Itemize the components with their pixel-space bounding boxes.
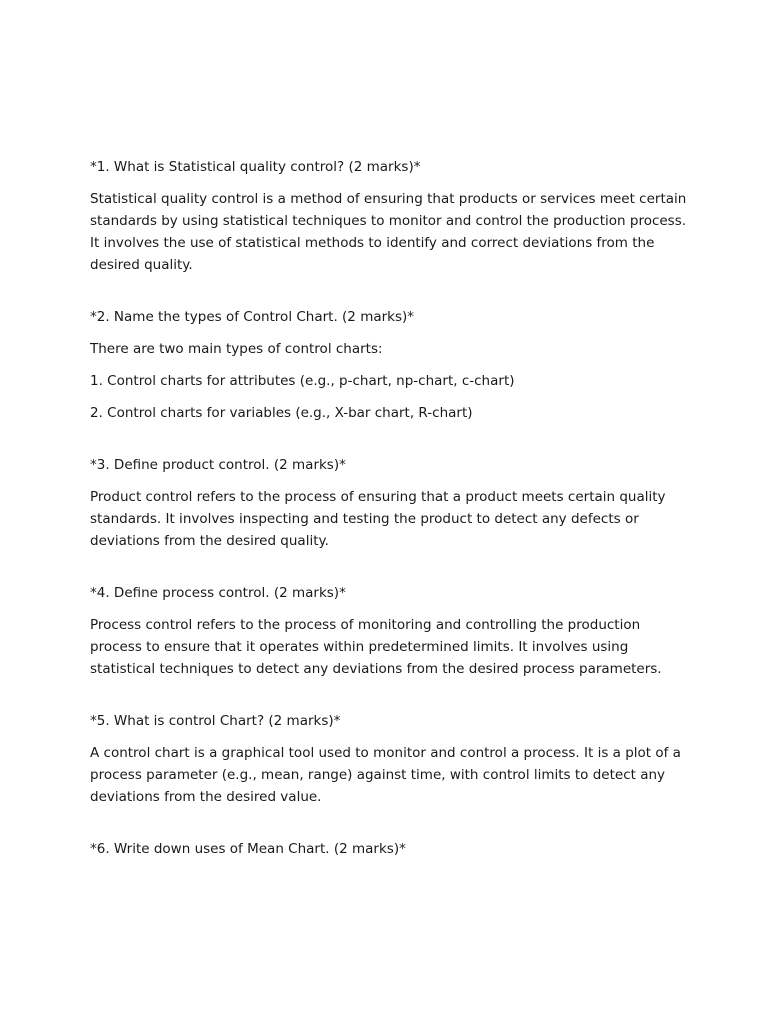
question-heading: *5. What is control Chart? (2 marks)*	[90, 713, 341, 729]
question-heading: *4. Define process control. (2 marks)*	[90, 585, 346, 601]
question-heading: *1. What is Statistical quality control? (2 marks)*	[90, 159, 421, 175]
answer-paragraph: Process control refers to the process of monitoring and controlling the production process to ensure that it operates within predetermined limits. It involves using statistical techniques to detect any deviations from the desired process parameters.	[90, 617, 662, 677]
section-q2	[90, 306, 690, 424]
section-q1	[90, 156, 690, 276]
question-heading: *3. Define product control. (2 marks)*	[90, 457, 346, 473]
question-heading: *6. Write down uses of Mean Chart. (2 marks)*	[90, 841, 406, 857]
answer-list-item: 2. Control charts for variables (e.g., X-bar chart, R-chart)	[90, 405, 473, 421]
question-heading: *2. Name the types of Control Chart. (2 marks)*	[90, 309, 415, 325]
section-q3	[90, 454, 690, 552]
section-q4	[90, 582, 690, 680]
document-page	[90, 156, 690, 870]
section-q6	[90, 838, 690, 860]
answer-paragraph: There are two main types of control charts:	[90, 341, 383, 357]
answer-list-item: 1. Control charts for attributes (e.g., p-chart, np-chart, c-chart)	[90, 373, 515, 389]
answer-paragraph: Product control refers to the process of ensuring that a product meets certain quality standards. It involves inspecting and testing the product to detect any defects or deviations from the desired quality.	[90, 489, 666, 549]
answer-paragraph: A control chart is a graphical tool used to monitor and control a process. It is a plot of a process parameter (e.g., mean, range) against time, with control limits to detect any deviations from the desired value.	[90, 745, 681, 805]
section-q5	[90, 710, 690, 808]
answer-paragraph: Statistical quality control is a method of ensuring that products or services meet certain standards by using statistical techniques to monitor and control the production process. It involves the use of statistical methods to identify and correct deviations from the desired quality.	[90, 191, 687, 273]
